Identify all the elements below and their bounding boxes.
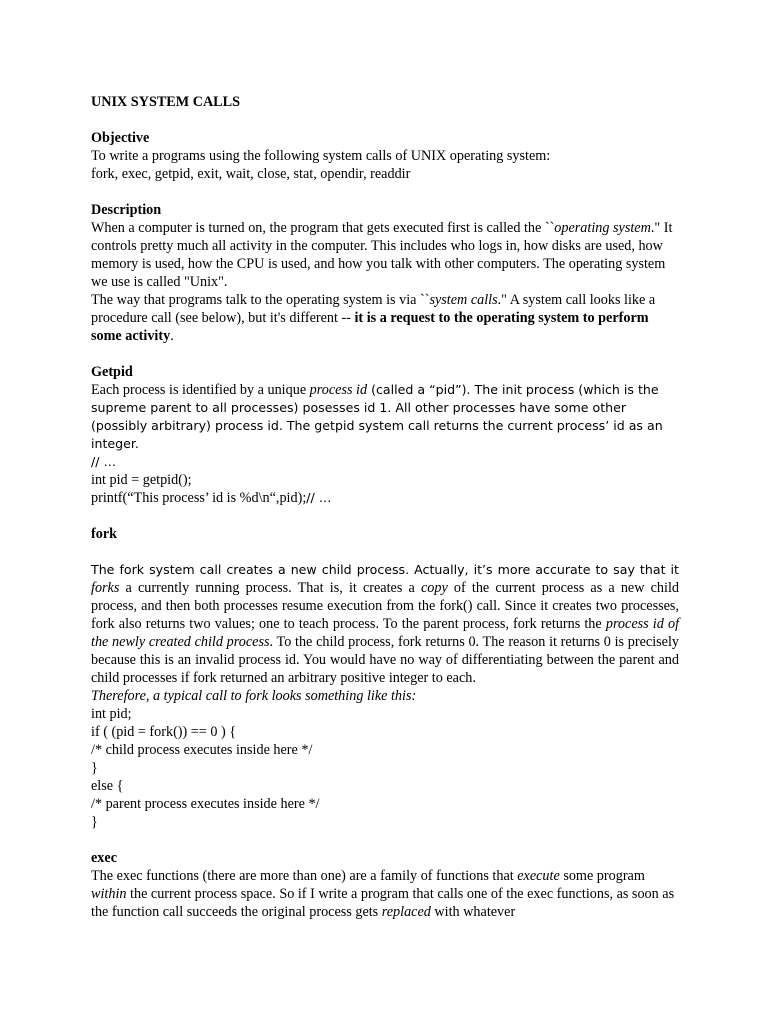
italic-run: process id of the newly created child process bbox=[91, 616, 680, 650]
text-run: The exec functions (there are more than one) are a family of functions that bbox=[91, 868, 518, 884]
text-run: The way that programs talk to the operating system is via `` bbox=[91, 292, 430, 308]
exec-paragraph bbox=[91, 867, 679, 921]
text-run: ." A system call looks like a procedure call (see below), but it's different -- bbox=[91, 292, 656, 326]
page-title: UNIX SYSTEM CALLS bbox=[91, 94, 241, 110]
document-body bbox=[91, 93, 679, 939]
fork-heading: fork bbox=[91, 526, 118, 542]
italic-run: replaced bbox=[381, 904, 431, 920]
fork-code-line: } bbox=[91, 814, 98, 830]
italic-run: process id bbox=[309, 382, 368, 398]
text-run: of the current process as a new child process, and then both processes resume execution from the fork() call. Since it creates two processes, fork also returns two values; one to teach process. To the parent process, fork returns the bbox=[91, 580, 679, 632]
fork-paragraph-2 bbox=[91, 687, 679, 705]
italic-run: copy bbox=[420, 580, 448, 596]
fork-code-line: /* parent process executes inside here */ bbox=[91, 796, 320, 812]
fork-paragraph-1 bbox=[91, 561, 679, 687]
text-run: with whatever bbox=[430, 904, 516, 920]
exec-section bbox=[91, 849, 679, 921]
fork-section bbox=[91, 525, 679, 831]
text-run: (called a “pid”). The init process (which is the supreme parent to all processes) posesses id 1. All other processes have some other (possibly arbitrary) process id. The getpid system call returns the current process’ id as an integer. bbox=[91, 382, 663, 451]
objective-heading: Objective bbox=[91, 130, 150, 146]
fork-code-line: int pid; bbox=[91, 706, 132, 722]
getpid-section bbox=[91, 363, 679, 507]
italic-run: execute bbox=[517, 868, 560, 884]
text-run: When a computer is turned on, the program that gets executed first is called the `` bbox=[91, 220, 555, 236]
description-paragraph-2 bbox=[91, 291, 679, 345]
spacer bbox=[91, 543, 679, 561]
objective-line-1: To write a programs using the following system calls of UNIX operating system: bbox=[91, 148, 551, 164]
objective-line-2: fork, exec, getpid, exit, wait, close, stat, opendir, readdir bbox=[91, 166, 411, 182]
getpid-code-line-3 bbox=[91, 489, 679, 507]
description-paragraph-1 bbox=[91, 219, 679, 291]
fork-code-line: } bbox=[91, 760, 98, 776]
italic-run: operating system bbox=[554, 220, 651, 236]
exec-heading: exec bbox=[91, 850, 117, 866]
text-run: The fork system call creates a new child process. Actually, it’s more accurate to say that it bbox=[91, 562, 679, 577]
italic-run: within bbox=[91, 886, 127, 902]
text-run: . To the child process, fork returns 0. The reason it returns 0 is precisely because this is an invalid process id. You would have no way of differentiating between the parent and child processes if fork returned an arbitrary positive integer to each. bbox=[91, 634, 679, 686]
code-run: // … bbox=[306, 490, 332, 505]
getpid-code-line-1: // … bbox=[91, 454, 117, 469]
fork-code-line: /* child process executes inside here */ bbox=[91, 742, 313, 758]
italic-run: forks bbox=[91, 580, 120, 596]
text-run: the current process space. So if I write a program that calls one of the exec functions, as soon as the function call succeeds the original process gets bbox=[91, 886, 675, 920]
description-heading: Description bbox=[91, 202, 162, 218]
italic-run: system calls bbox=[429, 292, 498, 308]
description-section bbox=[91, 201, 679, 345]
fork-code-line: else { bbox=[91, 778, 124, 794]
text-run: a currently running process. That is, it creates a bbox=[119, 580, 421, 596]
bold-run: it is a request to the operating system to perform some activity bbox=[91, 310, 649, 344]
getpid-heading: Getpid bbox=[91, 364, 133, 380]
objective-section bbox=[91, 129, 679, 183]
fork-code-line: if ( (pid = fork()) == 0 ) { bbox=[91, 724, 237, 740]
text-run: ." It controls pretty much all activity in the computer. This includes who logs in, how disks are used, how memory is used, how the CPU is used, and how you talk with other computers. The operating system we use is called "Unix". bbox=[91, 220, 673, 290]
italic-run: Therefore, a typical call to fork looks something like this: bbox=[91, 688, 417, 704]
text-run: some program bbox=[559, 868, 645, 884]
getpid-code-line-2: int pid = getpid(); bbox=[91, 472, 192, 488]
code-run: printf(“This process’ id is %d\n“,pid); bbox=[91, 490, 307, 506]
text-run: Each process is identified by a unique bbox=[91, 382, 310, 398]
text-run: . bbox=[170, 328, 174, 344]
getpid-paragraph bbox=[91, 381, 679, 453]
